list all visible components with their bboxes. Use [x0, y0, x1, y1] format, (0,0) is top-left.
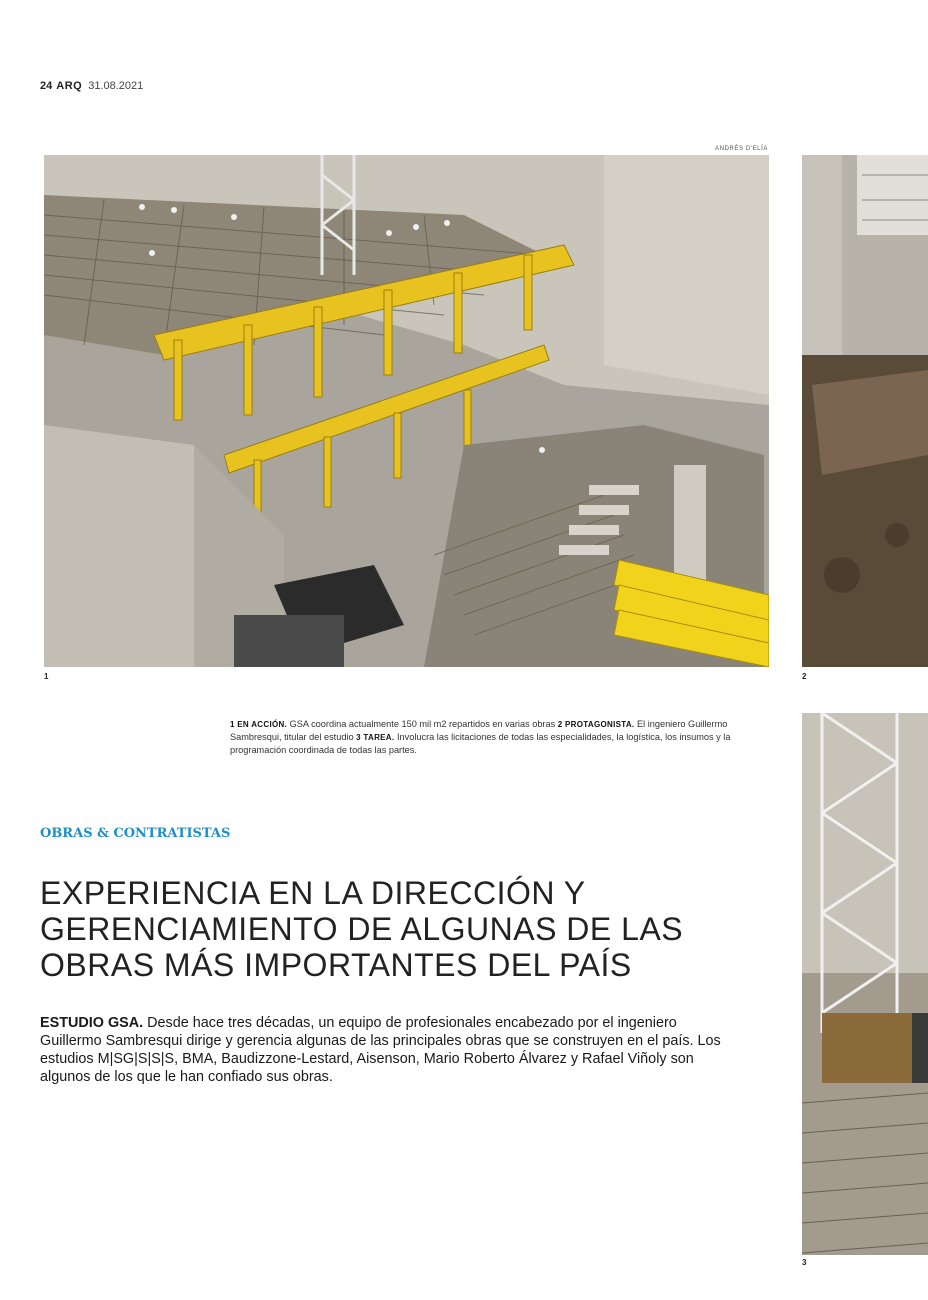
article-headline	[40, 875, 760, 983]
headline-line-2: GERENCIAMIENTO DE ALGUNAS DE LAS	[40, 911, 684, 947]
caption-text-1: GSA coordina actualmente 150 mil m2 repartidos en varias obras	[287, 719, 558, 729]
photo-number-2: 2	[802, 672, 807, 681]
caption-label-3: 3 TAREA.	[356, 733, 395, 742]
lead-label: ESTUDIO GSA.	[40, 1015, 144, 1031]
article-lead	[40, 1014, 740, 1086]
photo-credit: ANDRÉS D'ELÍA	[715, 146, 768, 152]
caption-label-1: 1 EN ACCIÓN.	[230, 720, 288, 729]
photo-number-1: 1	[44, 672, 49, 681]
issue-date: 31.08.2021	[88, 80, 144, 92]
photo-caption	[230, 718, 768, 756]
section-kicker: OBRAS & CONTRATISTAS	[40, 826, 231, 841]
photo-crane-mast	[802, 713, 928, 1255]
photo-construction-site	[44, 155, 769, 667]
caption-label-2: 2 PROTAGONISTA.	[557, 720, 635, 729]
headline-line-1: EXPERIENCIA EN LA DIRECCIÓN Y	[40, 875, 586, 911]
headline-line-3: OBRAS MÁS IMPORTANTES DEL PAÍS	[40, 947, 632, 983]
lead-text: Desde hace tres décadas, un equipo de profesionales encabezado por el ingeniero Guillermo Sambresqui dirige y gerencia algunas de las principales obras que se construyen en el país. Los estudios M|SG|S|S|S, BMA, Baudizzone-Lestard, Aisenson, Mario Roberto Álvarez y Rafael Viñoly son algunos de los que le han confiado sus obras.	[40, 1015, 721, 1085]
caption-text-3: Involucra las licitaciones de todas las especialidades, la logística, los insumos y la programación coordinada de todas las partes.	[230, 732, 731, 755]
photo-number-3: 3	[802, 1258, 807, 1267]
page-number: 24	[40, 80, 53, 92]
photo-excavation	[802, 155, 928, 667]
caption-text-2: El ingeniero Guillermo Sambresqui, titular del estudio	[230, 719, 728, 742]
page-folio	[40, 80, 143, 92]
section-name: ARQ	[56, 80, 83, 92]
